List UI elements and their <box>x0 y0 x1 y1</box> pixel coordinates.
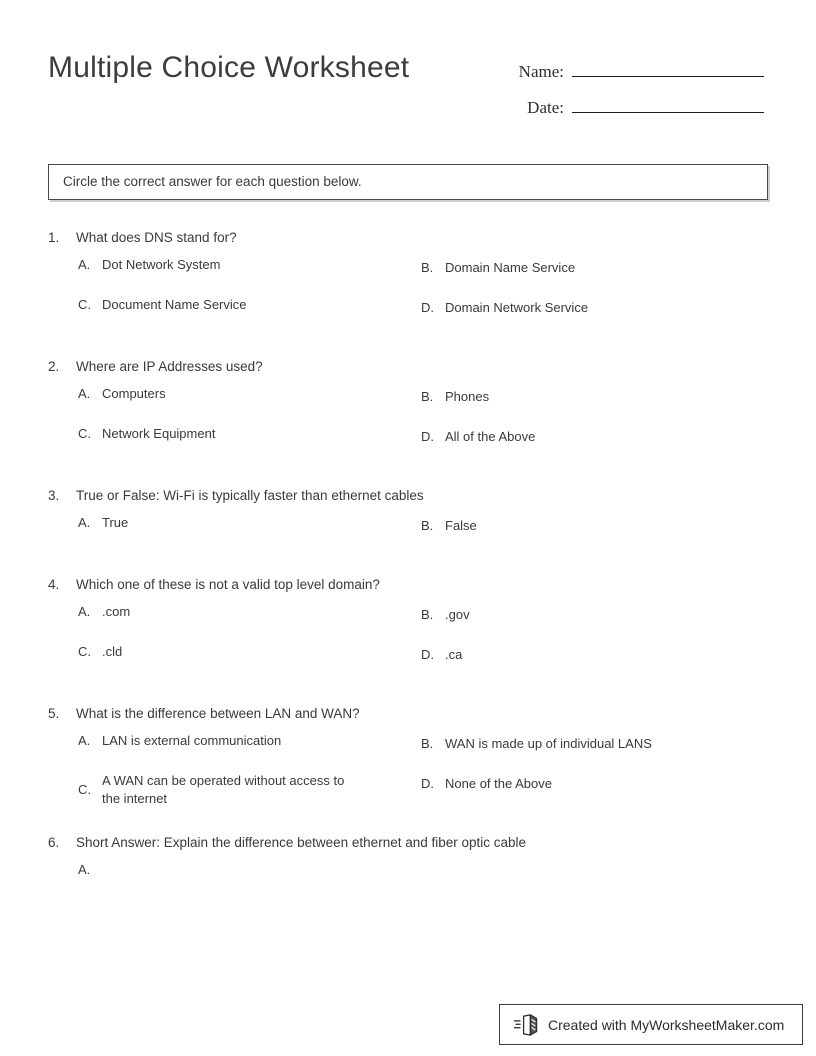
option-group <box>48 861 768 893</box>
option-text: Computers <box>102 386 166 401</box>
answer-option[interactable] <box>421 772 768 793</box>
option-text: Phones <box>445 389 490 404</box>
option-letter: B. <box>421 736 434 751</box>
answer-option[interactable] <box>78 772 418 808</box>
option-letter: C. <box>78 297 91 312</box>
date-field-label: Date: <box>527 98 564 117</box>
option-text: Domain Network Service <box>445 300 589 315</box>
option-letter: A. <box>78 604 91 619</box>
option-letter: D. <box>421 300 434 315</box>
name-field-row <box>468 54 768 83</box>
answer-option[interactable] <box>78 425 418 443</box>
answer-option[interactable] <box>421 603 768 624</box>
worksheet-header <box>48 40 768 136</box>
option-text: Domain Name Service <box>445 260 576 275</box>
option-row <box>48 732 768 764</box>
question-heading <box>48 575 768 594</box>
question-heading <box>48 486 768 505</box>
answer-option[interactable] <box>78 603 418 621</box>
option-letter: C. <box>78 782 91 797</box>
question-heading <box>48 704 768 723</box>
option-row <box>48 256 768 288</box>
option-text: None of the Above <box>445 776 552 791</box>
option-group <box>48 514 768 546</box>
option-letter: D. <box>421 776 434 791</box>
option-letter: B. <box>421 389 434 404</box>
answer-option[interactable] <box>421 385 768 406</box>
question-item <box>48 486 768 546</box>
question-item <box>48 228 768 328</box>
option-text: Network Equipment <box>102 426 216 441</box>
option-group <box>48 385 768 457</box>
option-text: A WAN can be operated without access to the internet <box>102 773 345 806</box>
myworksheetmaker-logo-icon <box>514 1014 540 1036</box>
question-heading <box>48 357 768 376</box>
question-number: 4. <box>48 577 60 592</box>
option-letter: A. <box>78 733 91 748</box>
option-row <box>48 385 768 417</box>
question-heading <box>48 228 768 247</box>
answer-option[interactable] <box>421 514 768 535</box>
option-row <box>48 772 768 804</box>
created-with-badge-label: Created with MyWorksheetMaker.com <box>548 1016 785 1033</box>
question-number: 6. <box>48 835 60 850</box>
option-letter: D. <box>421 647 434 662</box>
question-text: What does DNS stand for? <box>76 230 237 245</box>
question-heading <box>48 833 768 852</box>
answer-option[interactable] <box>78 514 418 532</box>
option-text: .com <box>102 604 131 619</box>
instruction-text: Circle the correct answer for each question below. <box>63 174 362 189</box>
option-text: All of the Above <box>445 429 536 444</box>
option-text: .gov <box>445 607 470 622</box>
option-row <box>48 643 768 675</box>
answer-option[interactable] <box>78 385 418 403</box>
answer-option[interactable] <box>78 732 418 750</box>
option-letter: D. <box>421 429 434 444</box>
question-item <box>48 704 768 804</box>
option-row <box>48 514 768 546</box>
option-text: .cld <box>102 644 123 659</box>
option-group <box>48 732 768 804</box>
question-text: Short Answer: Explain the difference between ethernet and fiber optic cable <box>76 835 527 850</box>
date-field-input[interactable] <box>572 90 764 113</box>
option-letter: A. <box>78 515 91 530</box>
option-text: LAN is external communication <box>102 733 282 748</box>
answer-option[interactable] <box>78 643 418 661</box>
option-text: True <box>102 515 129 530</box>
question-number: 5. <box>48 706 60 721</box>
question-number: 1. <box>48 230 60 245</box>
answer-option[interactable] <box>421 643 768 664</box>
answer-option[interactable] <box>78 296 418 314</box>
question-list <box>48 228 768 893</box>
option-letter: B. <box>421 260 434 275</box>
question-text: True or False: Wi-Fi is typically faster than ethernet cables <box>76 488 424 503</box>
instruction-box <box>48 164 768 200</box>
option-text: WAN is made up of individual LANS <box>445 736 652 751</box>
answer-option[interactable] <box>421 256 768 277</box>
question-number: 2. <box>48 359 60 374</box>
option-letter: C. <box>78 644 91 659</box>
page-title: Multiple Choice Worksheet <box>48 51 410 84</box>
answer-option[interactable] <box>421 732 768 753</box>
created-with-badge[interactable] <box>499 1004 803 1045</box>
option-text: .ca <box>445 647 463 662</box>
date-field-row <box>468 90 768 119</box>
option-letter: C. <box>78 426 91 441</box>
question-text: Where are IP Addresses used? <box>76 359 263 374</box>
option-row <box>48 603 768 635</box>
option-group <box>48 603 768 675</box>
option-text: False <box>445 518 477 533</box>
question-item <box>48 357 768 457</box>
option-row <box>48 296 768 328</box>
question-item <box>48 833 768 893</box>
answer-option[interactable] <box>78 861 418 879</box>
option-row <box>48 861 768 893</box>
option-letter: B. <box>421 518 434 533</box>
answer-option[interactable] <box>421 425 768 446</box>
option-text: Dot Network System <box>102 257 221 272</box>
question-text: Which one of these is not a valid top level domain? <box>76 577 380 592</box>
question-number: 3. <box>48 488 60 503</box>
question-text: What is the difference between LAN and WAN? <box>76 706 360 721</box>
answer-option[interactable] <box>421 296 768 317</box>
name-field-input[interactable] <box>572 54 764 77</box>
option-text: Document Name Service <box>102 297 247 312</box>
option-row <box>48 425 768 457</box>
option-letter: A. <box>78 257 91 272</box>
name-field-label: Name: <box>518 62 564 81</box>
answer-option[interactable] <box>78 256 418 274</box>
option-letter: A. <box>78 862 91 877</box>
option-letter: B. <box>421 607 434 622</box>
question-item <box>48 575 768 675</box>
option-letter: A. <box>78 386 91 401</box>
option-group <box>48 256 768 328</box>
